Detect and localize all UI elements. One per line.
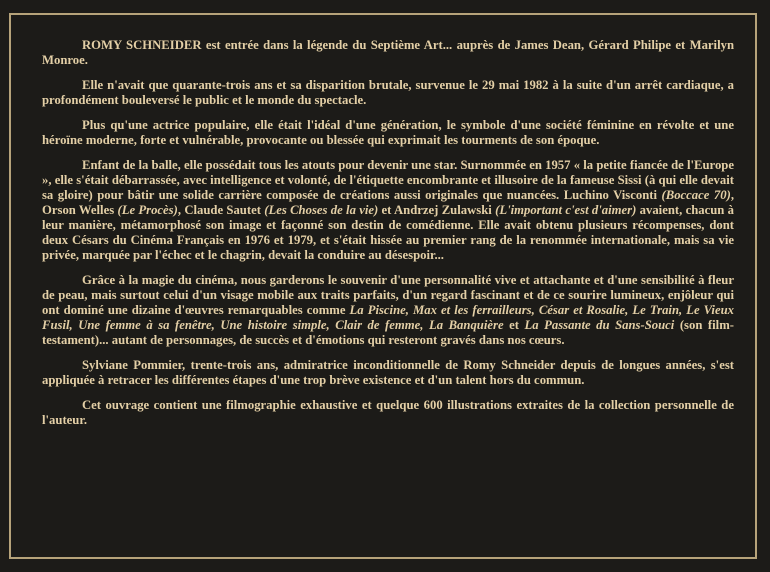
text-run: , Orson Welles (42, 188, 734, 217)
italic-title-run: (L'important c'est d'aimer) (495, 203, 637, 217)
text-run: (son film-testament)... autant de personnages, de succès et d'émotions qui resteront gravés dans nos cœurs. (42, 318, 734, 347)
text-run: Sylviane Pommier, trente-trois ans, admiratrice inconditionnelle de Romy Schneider depuis de longues années, s'est appliquée à retracer les différentes étapes d'une trop brève existence et d'un talent hors du commun. (42, 358, 734, 387)
italic-title-run: La Piscine, Max et les ferrailleurs, César et Rosalie, Le Train, Le Vieux Fusil, Une femme à sa fenêtre, Une histoire simple, Clair de femme, La Banquière (42, 303, 734, 332)
paragraph-1 (42, 38, 734, 68)
paragraph-5 (42, 273, 734, 348)
text-run: Cet ouvrage contient une filmographie exhaustive et quelque 600 illustrations extraites de la collection personnelle de l'auteur. (42, 398, 734, 427)
paragraph-3 (42, 118, 734, 148)
paragraph-7 (42, 398, 734, 428)
paragraph-2 (42, 78, 734, 108)
italic-title-run: La Passante du Sans-Souci (524, 318, 675, 332)
text-run: et (503, 318, 525, 332)
blurb-text (42, 38, 734, 438)
paragraph-6 (42, 358, 734, 388)
text-run: Enfant de la balle, elle possédait tous les atouts pour devenir une star. Surnommée en 1957 « la petite fiancée de l'Europe », elle s'était débarrassée, avec intelligence et volonté, de l'étiquette encombrante et illusoire de la fameuse Sissi (à qui elle devait sa gloire) pour bâtir une solide carrière composée de créations aussi originales que nuancées. Luchino Visconti (42, 158, 734, 202)
text-run: Grâce à la magie du cinéma, nous garderons le souvenir d'une personnalité vive et attachante et d'une sensibilité à fleur de peau, mais surtout celui d'un visage mobile aux traits parfaits, d'un regard fascinant et de ce sourire lumineux, enjôleur qui ont dominé une dizaine d'œuvres remarquables comme (42, 273, 734, 317)
text-run: ROMY SCHNEIDER est entrée dans la légende du Septième Art... auprès de James Dean, Gérard Philipe et Marilyn Monroe. (42, 38, 734, 67)
text-run: Plus qu'une actrice populaire, elle était l'idéal d'une génération, le symbole d'une société féminine en révolte et une héroïne moderne, forte et vulnérable, provocante ou blessée qui exprimait les tourments de son époque. (42, 118, 734, 147)
text-run: Elle n'avait que quarante-trois ans et sa disparition brutale, survenue le 29 mai 1982 à la suite d'un arrêt cardiaque, a profondément bouleversé le public et le monde du spectacle. (42, 78, 734, 107)
paragraph-4 (42, 158, 734, 263)
italic-title-run: (Boccace 70) (661, 188, 731, 202)
italic-title-run: (Les Choses de la vie) (264, 203, 379, 217)
italic-title-run: (Le Procès) (117, 203, 178, 217)
text-run: avaient, chacun à leur manière, métamorphosé son image et façonné son destin de comédienne. Elle avait obtenu plusieurs récompenses, dont deux Césars du Cinéma Français en 1976 et 1979, et s'était hissée au premier rang de la renommée internationale, mais sa vie privée, marquée par l'échec et le chagrin, devait la conduire au désespoir... (42, 203, 735, 262)
text-run: et Andrzej Zulawski (378, 203, 496, 217)
text-run: , Claude Sautet (177, 203, 265, 217)
